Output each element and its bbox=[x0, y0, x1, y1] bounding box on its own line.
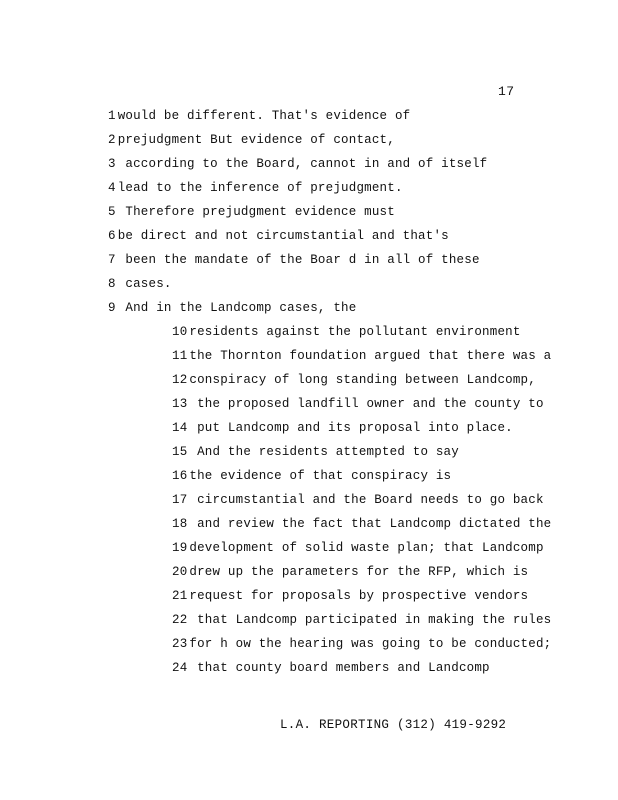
line-number: 13 bbox=[172, 397, 188, 411]
line-number: 19 bbox=[172, 541, 188, 555]
line-text: drew up the parameters for the RFP, which is bbox=[189, 565, 529, 579]
line-number: 1 bbox=[108, 109, 116, 123]
line-text: the evidence of that conspiracy is bbox=[189, 469, 452, 483]
line-number: 24 bbox=[172, 661, 188, 675]
line-text: prejudgment But evidence of contact, bbox=[117, 133, 395, 147]
transcript-line bbox=[172, 490, 544, 510]
transcript-line bbox=[108, 130, 395, 150]
transcript-line bbox=[108, 274, 172, 294]
line-number: 9 bbox=[108, 301, 116, 315]
transcript-line bbox=[172, 418, 513, 438]
transcript-line bbox=[172, 346, 551, 366]
line-text: been the mandate of the Boar d in all of these bbox=[117, 253, 480, 267]
line-text: residents against the pollutant environment bbox=[189, 325, 521, 339]
line-text: the Thornton foundation argued that there was a bbox=[189, 349, 552, 363]
line-number: 4 bbox=[108, 181, 116, 195]
line-number: 12 bbox=[172, 373, 188, 387]
line-text: And the residents attempted to say bbox=[189, 445, 459, 459]
line-text: that Landcomp participated in making the rules bbox=[189, 613, 552, 627]
line-number: 2 bbox=[108, 133, 116, 147]
line-number: 22 bbox=[172, 613, 188, 627]
line-number: 6 bbox=[108, 229, 116, 243]
line-number: 5 bbox=[108, 205, 116, 219]
line-number: 11 bbox=[172, 349, 188, 363]
line-number: 15 bbox=[172, 445, 188, 459]
line-number: 3 bbox=[108, 157, 116, 171]
line-text: according to the Board, cannot in and of itself bbox=[117, 157, 488, 171]
transcript-line bbox=[172, 538, 544, 558]
transcript-line bbox=[108, 298, 356, 318]
line-text: lead to the inference of prejudgment. bbox=[117, 181, 403, 195]
line-number: 14 bbox=[172, 421, 188, 435]
reporter-footer: L.A. REPORTING (312) 419-9292 bbox=[280, 718, 507, 732]
transcript-line bbox=[172, 442, 459, 462]
line-number: 8 bbox=[108, 277, 116, 291]
transcript-line bbox=[172, 370, 536, 390]
line-number: 16 bbox=[172, 469, 188, 483]
transcript-line bbox=[172, 562, 528, 582]
transcript-line bbox=[172, 610, 551, 630]
transcript-line bbox=[172, 394, 544, 414]
transcript-line bbox=[108, 226, 449, 246]
line-text: would be different. That's evidence of bbox=[117, 109, 411, 123]
line-text: be direct and not circumstantial and that's bbox=[117, 229, 449, 243]
line-text: cases. bbox=[117, 277, 172, 291]
line-text: and review the fact that Landcomp dictated the bbox=[189, 517, 552, 531]
line-number: 7 bbox=[108, 253, 116, 267]
line-number: 17 bbox=[172, 493, 188, 507]
transcript-line bbox=[172, 466, 451, 486]
transcript-line bbox=[108, 106, 410, 126]
line-text: And in the Landcomp cases, the bbox=[117, 301, 357, 315]
line-text: put Landcomp and its proposal into place. bbox=[189, 421, 513, 435]
transcript-line bbox=[172, 658, 490, 678]
transcript-line bbox=[108, 250, 480, 270]
line-text: circumstantial and the Board needs to go back bbox=[189, 493, 544, 507]
transcript-line bbox=[172, 586, 528, 606]
line-number: 10 bbox=[172, 325, 188, 339]
line-text: request for proposals by prospective vendors bbox=[189, 589, 529, 603]
line-text: development of solid waste plan; that Landcomp bbox=[189, 541, 544, 555]
page-number: 17 bbox=[498, 84, 515, 99]
line-text: for h ow the hearing was going to be conducted; bbox=[189, 637, 552, 651]
transcript-line bbox=[172, 322, 521, 342]
line-number: 20 bbox=[172, 565, 188, 579]
transcript-line bbox=[172, 514, 551, 534]
line-text: Therefore prejudgment evidence must bbox=[117, 205, 395, 219]
transcript-line bbox=[172, 634, 551, 654]
line-number: 18 bbox=[172, 517, 188, 531]
transcript-line bbox=[108, 202, 395, 222]
line-number: 23 bbox=[172, 637, 188, 651]
line-text: the proposed landfill owner and the county to bbox=[189, 397, 544, 411]
line-number: 21 bbox=[172, 589, 188, 603]
transcript-line bbox=[108, 154, 487, 174]
line-text: conspiracy of long standing between Landcomp, bbox=[189, 373, 536, 387]
line-text: that county board members and Landcomp bbox=[189, 661, 490, 675]
transcript-line bbox=[108, 178, 403, 198]
